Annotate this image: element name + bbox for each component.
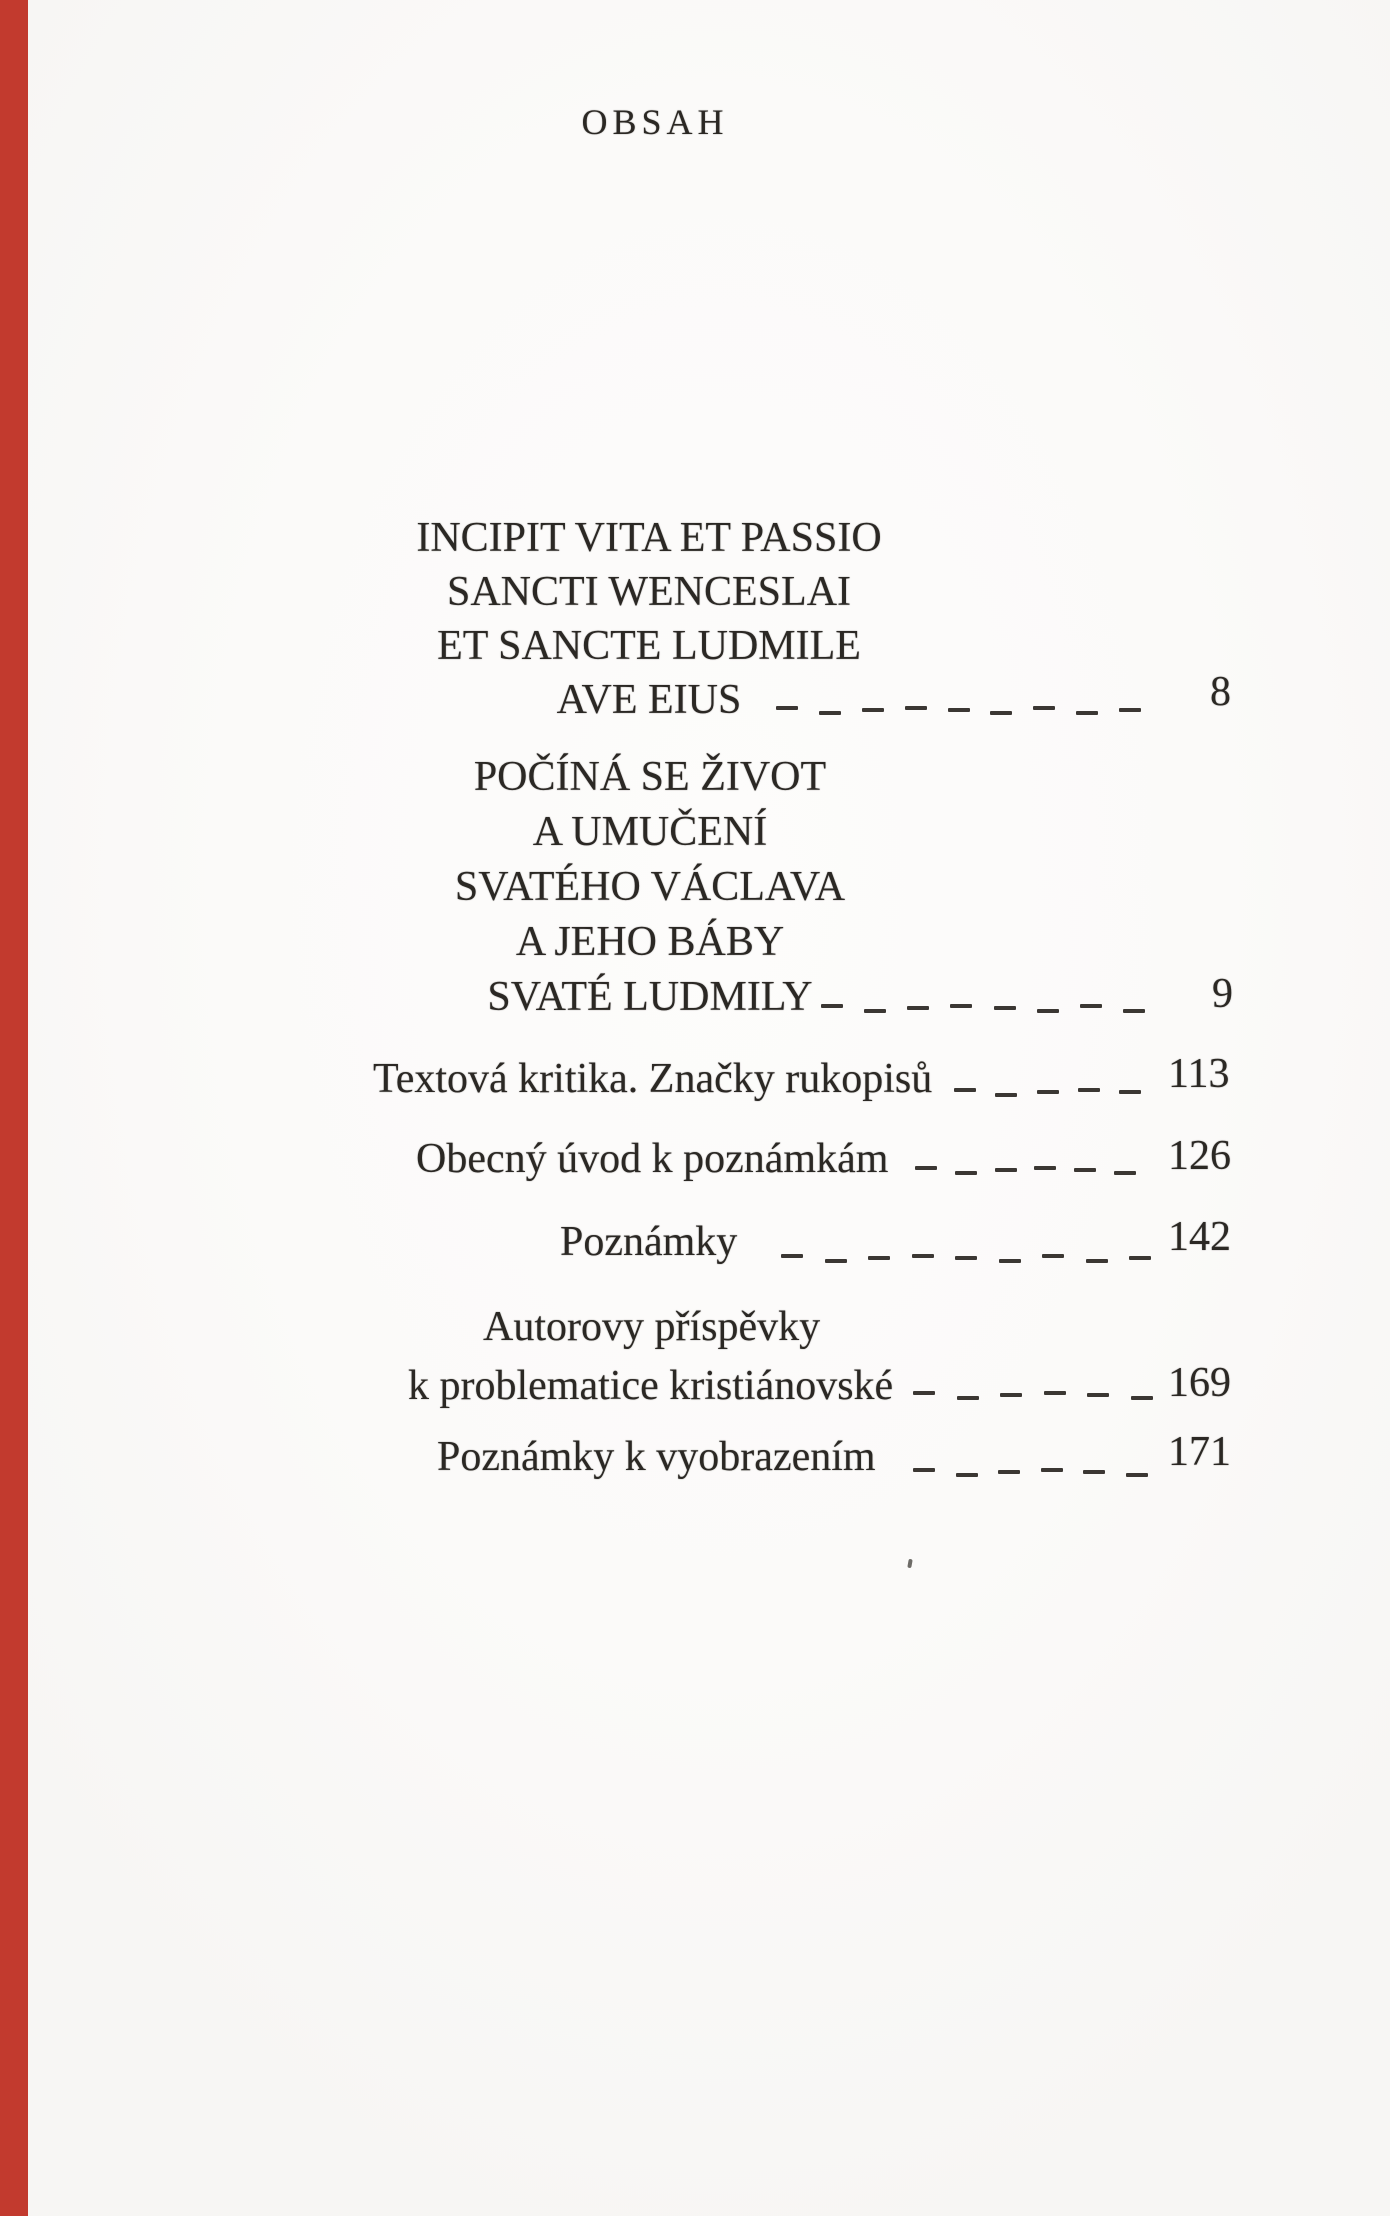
dash-leader bbox=[915, 1165, 1136, 1175]
toc-entry-line: A JEHO BÁBY bbox=[515, 919, 785, 965]
toc-entry-line: Textová kritika. Značky rukopisů bbox=[373, 1056, 933, 1102]
page-title: OBSAH bbox=[581, 102, 729, 142]
toc-entry-line: AVE EIUS bbox=[556, 677, 742, 723]
toc-page-number: 142 bbox=[1168, 1214, 1231, 1260]
toc-page-number: 8 bbox=[1210, 669, 1231, 715]
toc-entry-heading bbox=[350, 756, 950, 1031]
toc-entry-line: ET SANCTE LUDMILE bbox=[437, 623, 861, 669]
toc-entry-heading bbox=[349, 517, 949, 733]
toc-page-number: 9 bbox=[1212, 971, 1233, 1017]
dash-leader bbox=[821, 1003, 1145, 1013]
toc-entry-line: Autorovy příspěvky bbox=[483, 1304, 821, 1350]
dash-leader bbox=[954, 1087, 1141, 1097]
toc-page-number: 171 bbox=[1168, 1429, 1231, 1475]
toc-page-number: 169 bbox=[1168, 1360, 1231, 1406]
toc-entry-line: POČÍNÁ SE ŽIVOT bbox=[473, 754, 827, 800]
dash-leader bbox=[913, 1467, 1148, 1477]
toc-entry-line: Poznámky bbox=[560, 1219, 738, 1265]
toc-entry-line: A UMUČENÍ bbox=[532, 809, 768, 855]
toc-entry-line: SANCTI WENCESLAI bbox=[446, 569, 852, 615]
ink-speck bbox=[907, 1559, 913, 1569]
toc-page-number: 113 bbox=[1168, 1051, 1230, 1097]
red-edge-strip bbox=[0, 0, 28, 2216]
toc-entry-line: INCIPIT VITA ET PASSIO bbox=[416, 515, 882, 561]
dash-leader bbox=[776, 705, 1141, 715]
toc-entry-line: Obecný úvod k poznámkám bbox=[416, 1136, 889, 1182]
toc-entry-line: Poznámky k vyobrazením bbox=[437, 1434, 876, 1480]
toc-entry-line: SVATÉ LUDMILY bbox=[487, 974, 813, 1020]
toc-entry-line: k problematice kristiánovské bbox=[408, 1363, 894, 1409]
dash-leader bbox=[781, 1253, 1151, 1263]
dash-leader bbox=[913, 1390, 1153, 1400]
toc-page-number: 126 bbox=[1168, 1133, 1231, 1179]
toc-entry-line: SVATÉHO VÁCLAVA bbox=[454, 864, 846, 910]
